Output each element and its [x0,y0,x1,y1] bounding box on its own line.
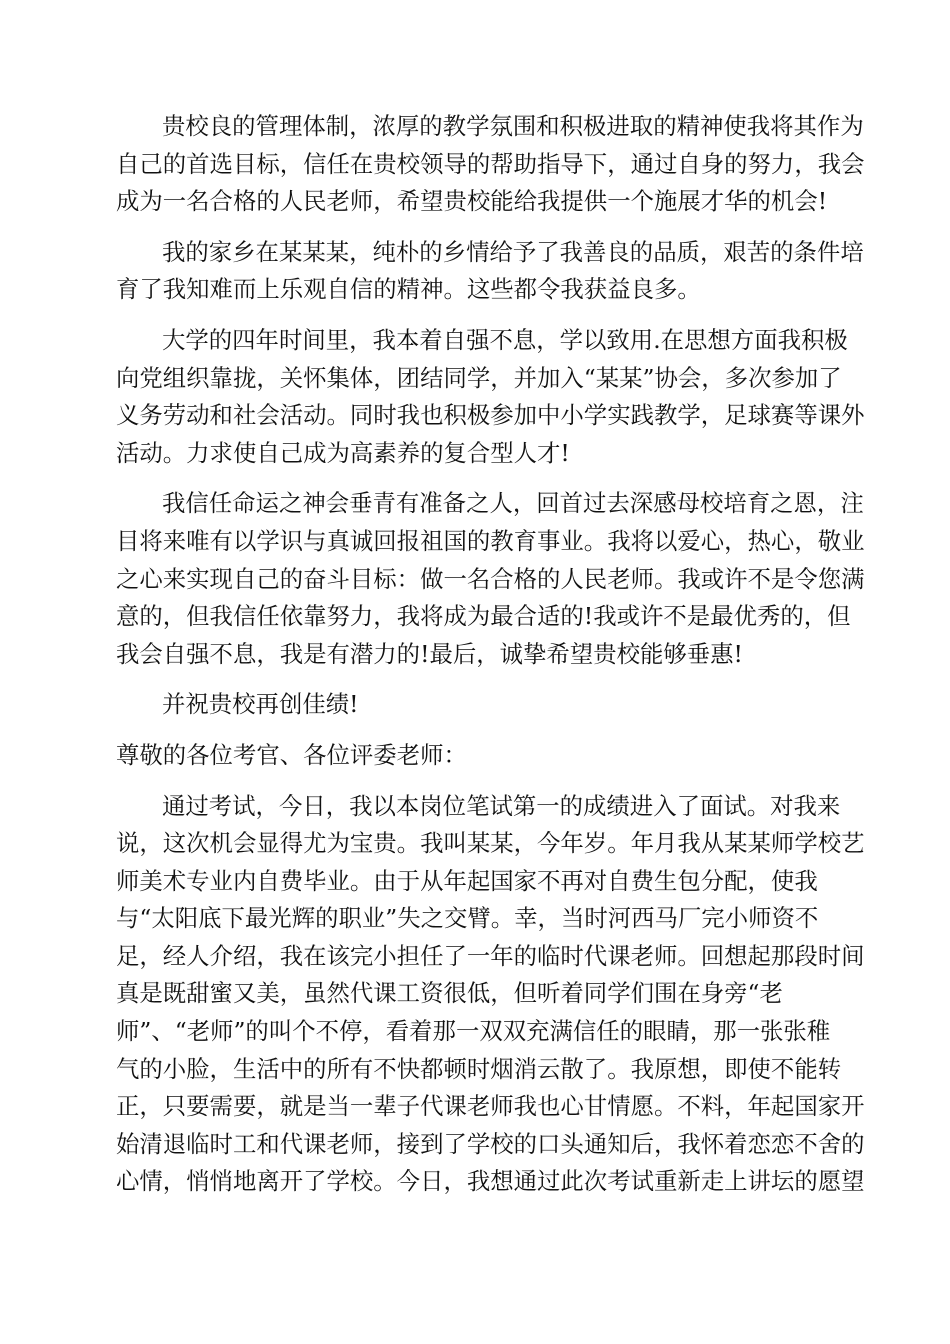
text-line: 义务劳动和社会活动。同时我也积极参加中小学实践教学，足球赛等课外 [116,401,865,430]
text-line: 并祝贵校再创佳绩! [162,690,359,719]
text-line: 气的小脸，生活中的所有不快都顿时烟消云散了。我原想，即使不能转 [116,1054,842,1083]
text-line: 目将来唯有以学识与真诚回报祖国的教育事业。我将以爱心，热心，敬业 [116,526,865,555]
document-page [116,108,865,1201]
text-line: 之心来实现自己的奋斗目标：做一名合格的人民老师。我或许不是令您满 [116,564,865,593]
text-line: 贵校良的管理体制，浓厚的教学氛围和积极进取的精神使我将其作为 [162,112,864,140]
paragraph-aspiration [116,485,865,673]
text-line: 心情，悄悄地离开了学校。今日，我想通过此次考试重新走上讲坛的愿望 [116,1167,865,1196]
text-line: 说，这次机会显得尤为宝贵。我叫某某，今年岁。年月我从某某师学校艺 [116,829,865,858]
paragraph-wishes [116,686,832,724]
text-line: 师美术专业内自费毕业。由于从年起国家不再对自费生包分配，使我 [116,866,818,895]
text-line: 尊敬的各位考官、各位评委老师： [116,740,467,769]
text-line: 向党组织靠拢，关怀集体，团结同学，并加入“某某”协会，多次参加了 [116,363,842,392]
paragraph-hometown [116,234,864,309]
text-line: 育了我知难而上乐观自信的精神。这些都令我获益良多。 [116,275,701,304]
text-line: 我信任命运之神会垂青有准备之人，回首过去深感母校培育之恩，注 [162,489,864,518]
text-line: 通过考试，今日，我以本岗位笔试第一的成绩进入了面试。对我来 [162,791,841,820]
paragraph-salutation [116,737,832,775]
text-line: 始清退临时工和代课老师，接到了学校的口头通知后，我怀着恋恋不舍的 [116,1129,865,1158]
text-line: 我会自强不息，我是有潜力的!最后，诚挚希望贵校能够垂惠! [116,639,743,668]
text-line: 师”、“老师”的叫个不停，看着那一双双充满信任的眼睛，那一张张稚 [116,1017,831,1046]
text-line: 自己的首选目标，信任在贵校领导的帮助指导下，通过自身的努力，我会 [116,149,865,178]
text-line: 我的家乡在某某某，纯朴的乡情给予了我善良的品质，艰苦的条件培 [162,237,864,266]
text-line: 成为一名合格的人民老师，希望贵校能给我提供一个施展才华的机会! [116,187,828,216]
text-line: 与“太阳底下最光辉的职业”失之交臂。幸，当时河西马厂完小师资不 [116,904,819,933]
text-line: 足，经人介绍，我在该完小担任了一年的临时代课老师。回想起那段时间 [116,941,865,970]
paragraph-school-admiration [116,108,865,221]
text-line: 正，只要需要，就是当一辈子代课老师我也心甘情愿。不料，年起国家开 [116,1092,865,1121]
text-line: 意的，但我信任依靠努力，我将成为最合适的!我或许不是最优秀的，但 [116,602,851,631]
text-line: 大学的四年时间里，我本着自强不息，学以致用.在思想方面我积极 [162,325,848,354]
text-line: 活动。力求使自己成为高素养的复合型人才! [116,438,570,467]
paragraph-interview [116,788,865,1202]
paragraph-university [116,322,865,472]
text-line: 真是既甜蜜又美，虽然代课工资很低，但听着同学们围在身旁“老 [116,979,783,1008]
